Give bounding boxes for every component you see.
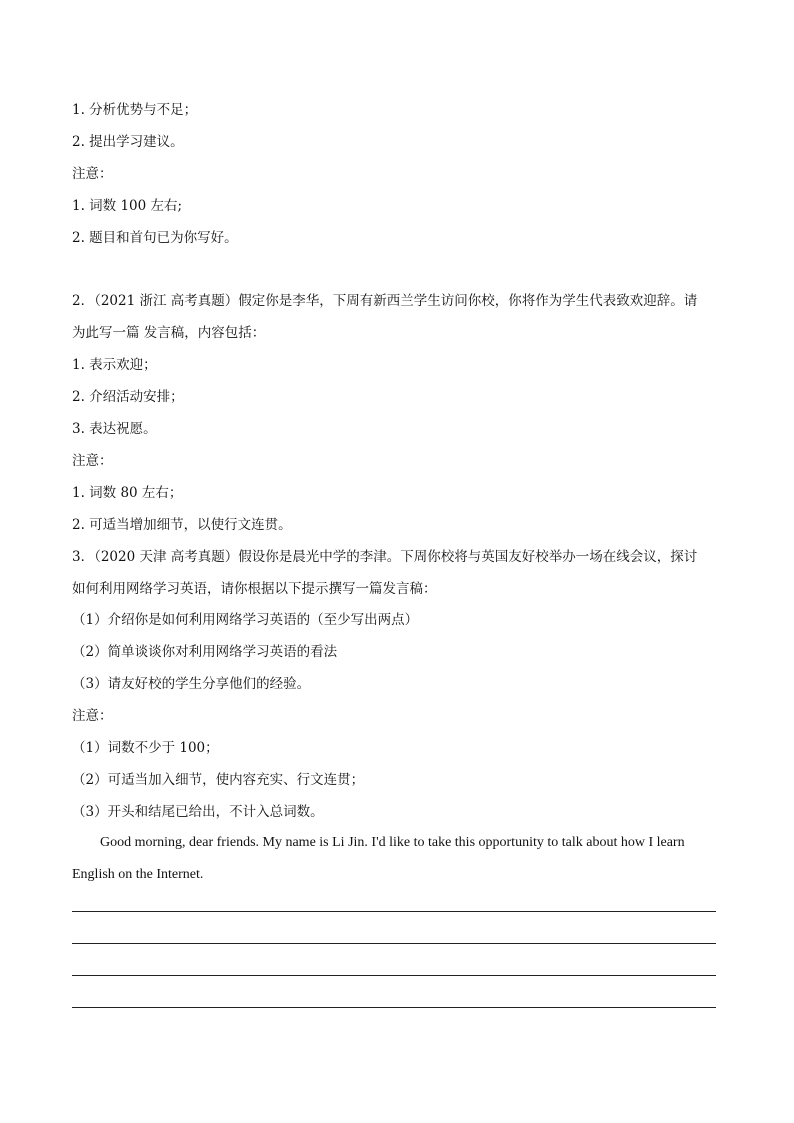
q2-heading-line2: 为此写一篇 发言稿，内容包括：	[72, 325, 266, 341]
q3-note-label: 注意：	[72, 708, 113, 724]
q2-point-1: 1. 表示欢迎；	[72, 357, 157, 373]
part1-note-label: 注意：	[72, 166, 113, 182]
part1-note-2: 2. 题目和首句已为你写好。	[72, 230, 238, 246]
q2-point-2: 2. 介绍活动安排；	[72, 389, 184, 405]
q3-heading-line2: 如何利用网络学习英语，请你根据以下提示撰写一篇发言稿：	[72, 581, 437, 597]
q3-point-2: （2）简单谈谈你对利用网络学习英语的看法	[72, 644, 338, 660]
q3-opening-line2: English on the Internet.	[72, 867, 204, 882]
q2-point-3: 3. 表达祝愿。	[72, 421, 157, 437]
q3-point-3: （3）请友好校的学生分享他们的经验。	[72, 676, 311, 692]
q3-opening-line1: Good morning, dear friends. My name is Li Jin. I'd like to take this opportunity to talk about how I learn	[100, 835, 685, 850]
q2-note-2: 2. 可适当增加细节，以使行文连贯。	[72, 517, 292, 533]
part1-note-1: 1. 词数 100 左右;	[72, 198, 183, 214]
q2-heading-line1: 2．（2021 浙江 高考真题）假定你是李华，下周有新西兰学生访问你校，你将作为学生代表致欢迎辞。请	[72, 293, 698, 309]
q2-note-1: 1. 词数 80 左右；	[72, 485, 183, 501]
answer-line-2	[72, 943, 716, 944]
part1-point-1: 1. 分析优势与不足；	[72, 102, 198, 118]
q3-note-1: （1）词数不少于 100；	[72, 740, 219, 756]
answer-line-4	[72, 1007, 716, 1008]
q3-heading-line1: 3．（2020 天津 高考真题）假设你是晨光中学的李津。下周你校将与英国友好校举办一场在线会议，探讨	[72, 549, 698, 565]
part1-point-2: 2. 提出学习建议。	[72, 134, 184, 150]
answer-line-1	[72, 911, 716, 912]
q3-note-3: （3）开头和结尾已给出，不计入总词数。	[72, 804, 324, 820]
q3-point-1: （1）介绍你是如何利用网络学习英语的（至少写出两点）	[72, 612, 419, 628]
answer-line-3	[72, 975, 716, 976]
q2-note-label: 注意：	[72, 453, 113, 469]
q3-note-2: （2）可适当加入细节，使内容充实、行文连贯；	[72, 772, 365, 788]
